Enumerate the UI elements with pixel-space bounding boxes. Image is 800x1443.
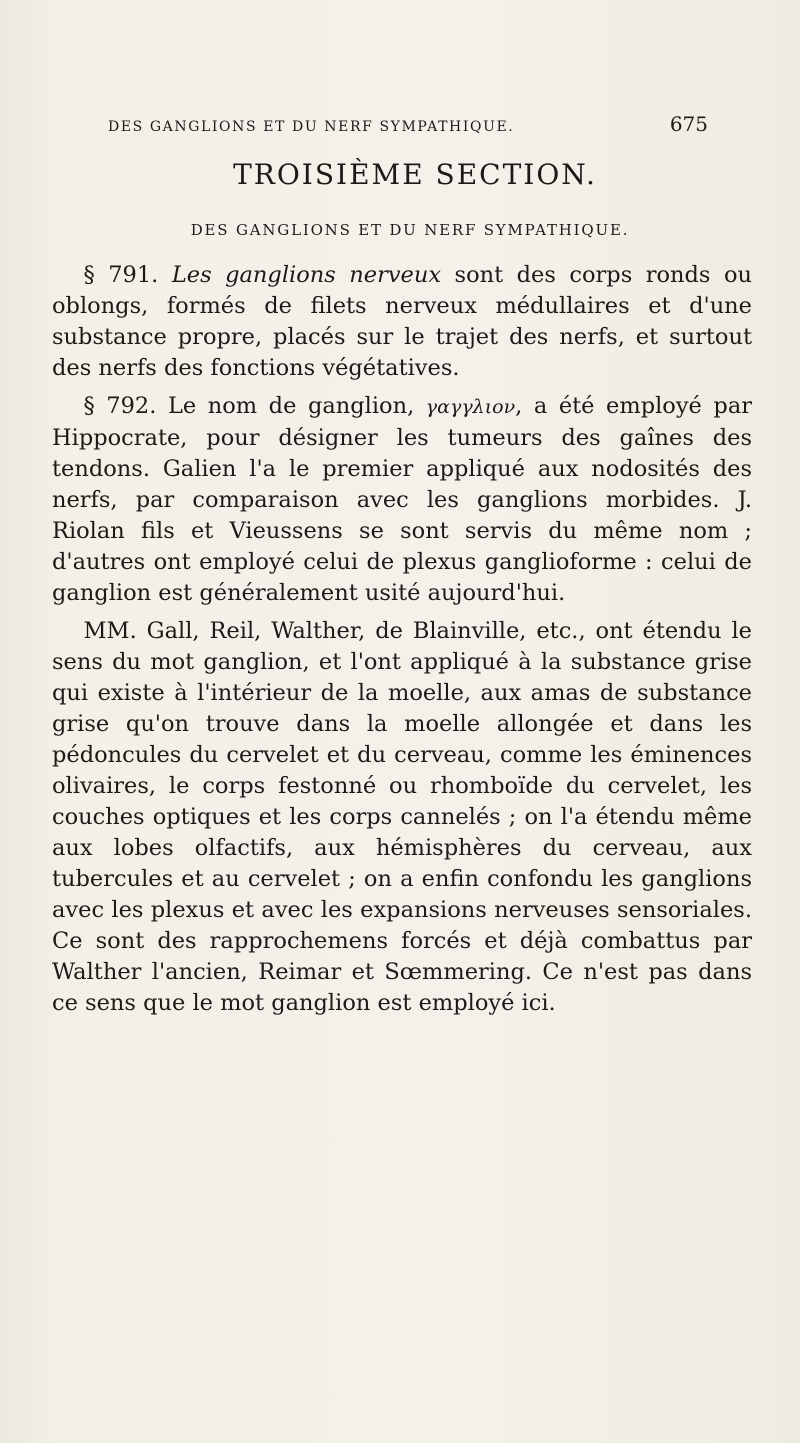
greek-word: γαγγλιον [425, 396, 516, 418]
paragraph-text: Le nom de ganglion, [167, 393, 415, 419]
section-subtitle: DES GANGLIONS ET DU NERF SYMPATHIQUE. [190, 221, 630, 239]
paragraph-mm [52, 616, 752, 1019]
paragraph-lead: Les ganglions nerveux [171, 262, 442, 288]
page-number: 675 [669, 112, 708, 136]
paragraph-791 [52, 260, 752, 384]
body-text [52, 260, 752, 1026]
paragraph-text: , a été employé par Hippocrate, pour désigner les tumeurs des gaînes des tendons. Galien l'a le premier appliqué aux nodosités des nerfs, par comparaison avec les ganglions morbides. J. Riolan fils et Vieussens se sont servis du même nom ; d'autres ont employé celui de plexus ganglioforme : celui de ganglion est généralement usité aujourd'hui. [52, 393, 752, 606]
running-head [108, 112, 708, 136]
paragraph-792 [52, 391, 752, 609]
section-title: TROISIÈME SECTION. [233, 158, 597, 191]
paragraph-number: § 791. [83, 262, 159, 288]
running-head-title: DES GANGLIONS ET DU NERF SYMPATHIQUE. [108, 119, 515, 135]
paragraph-text: sont des corps ronds ou oblongs, formés de filets nerveux médullaires et d'une substance propre, placés sur le trajet des nerfs, et surtout des nerfs des fonctions végétatives. [52, 262, 752, 381]
paragraph-text: MM. Gall, Reil, Walther, de Blainville, etc., ont étendu le sens du mot ganglion, et l'ont appliqué à la substance grise qui existe à l'intérieur de la moelle, aux amas de substance grise qu'on trouve dans la moelle allongée et dans les pédoncules du cervelet et du cerveau, comme les éminences olivaires, le corps festonné ou rhomboïde du cervelet, les couches optiques et les corps cannelés ; on l'a étendu même aux lobes olfactifs, aux hémisphères du cerveau, aux tubercules et au cervelet ; on a enfin confondu les ganglions avec les plexus et avec les expansions nerveuses sensoriales. Ce sont des rapprochemens forcés et déjà combattus par Walther l'ancien, Reimar et Sœmmering. Ce n'est pas dans ce sens que le mot ganglion est employé ici. [52, 618, 752, 1016]
paragraph-number: § 792. [83, 393, 157, 419]
